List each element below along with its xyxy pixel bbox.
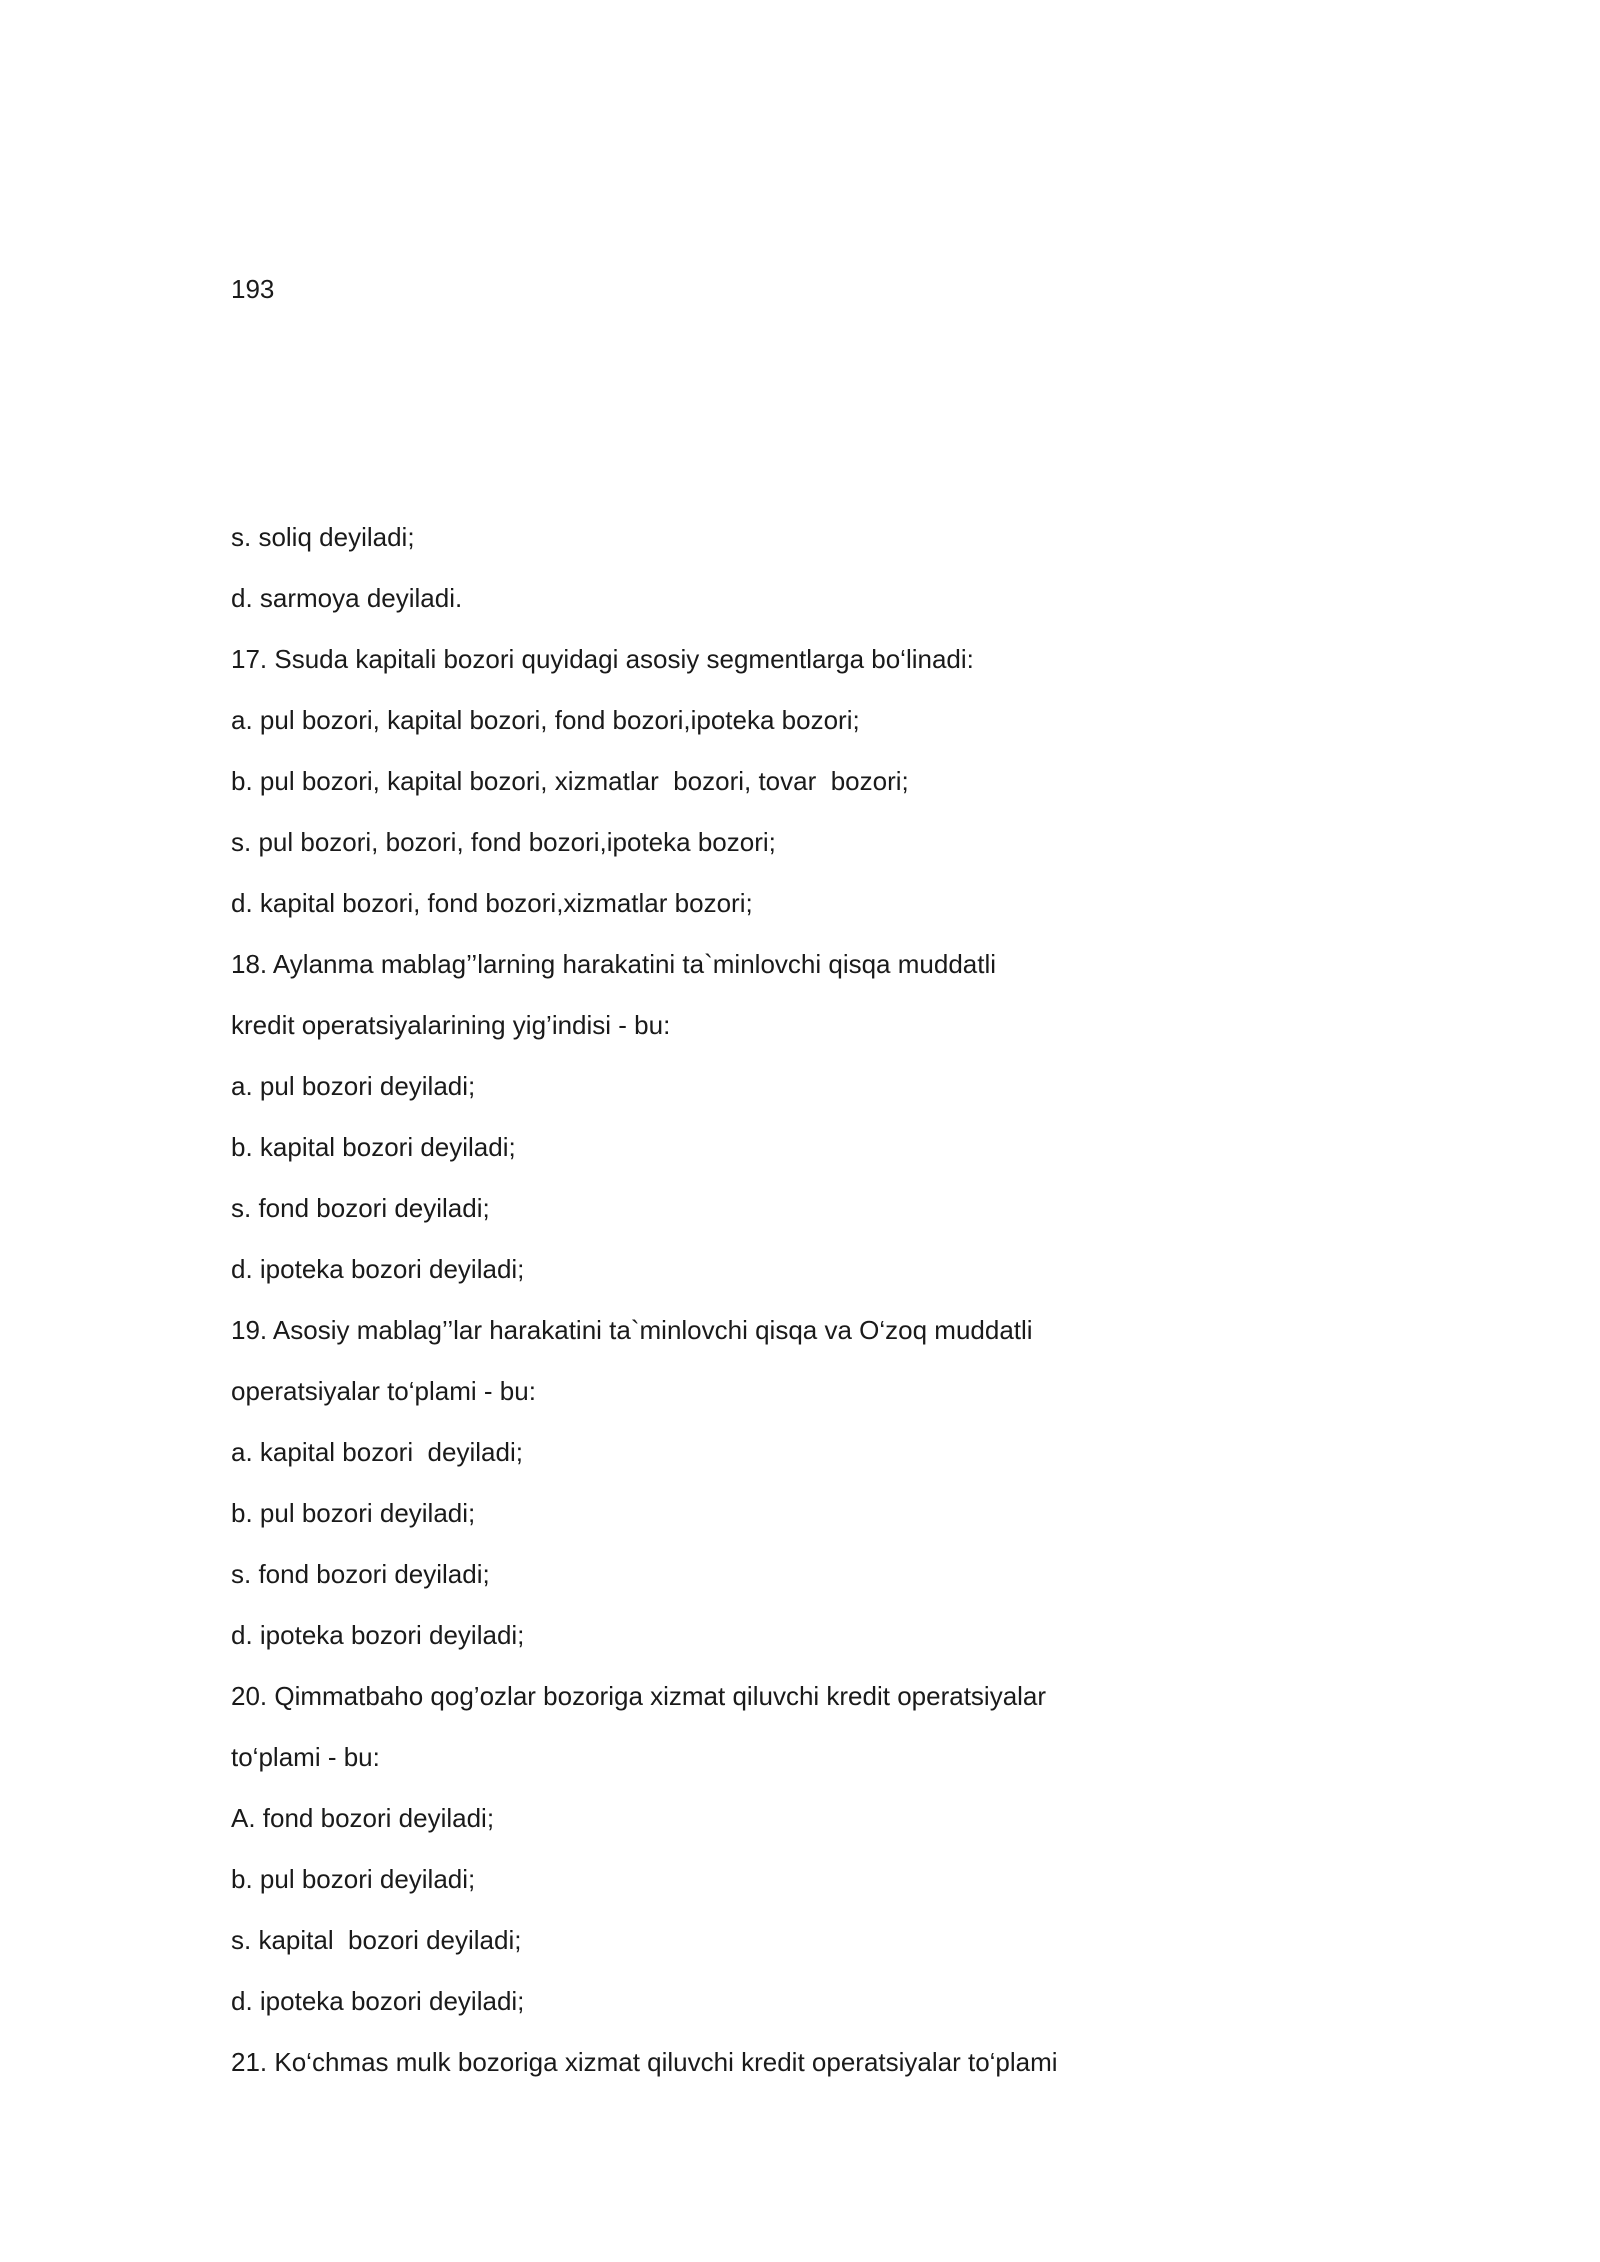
question-19: 19. Asosiy mablag’’lar harakatini ta`minlovchi qisqa va O‘zoq muddatli	[231, 1315, 1033, 1345]
question-20: 20. Qimmatbaho qog’ozlar bozoriga xizmat qiluvchi kredit operatsiyalar	[231, 1681, 1047, 1711]
answer-option: s. pul bozori, bozori, fond bozori,ipoteka bozori;	[231, 827, 776, 857]
answer-option: b. pul bozori deyiladi;	[231, 1864, 476, 1894]
answer-option: s. kapital bozori deyiladi;	[231, 1925, 522, 1955]
answer-option: d. ipoteka bozori deyiladi;	[231, 1620, 525, 1650]
answer-option: s. fond bozori deyiladi;	[231, 1559, 490, 1589]
question-19-continued: operatsiyalar to‘plami - bu:	[231, 1376, 536, 1406]
answer-option: d. ipoteka bozori deyiladi;	[231, 1986, 525, 2016]
answer-option: b. pul bozori deyiladi;	[231, 1498, 476, 1528]
question-20-continued: to‘plami - bu:	[231, 1742, 380, 1772]
text-line: s. soliq deyiladi;	[231, 522, 415, 552]
answer-option: a. pul bozori, kapital bozori, fond bozori,ipoteka bozori;	[231, 705, 860, 735]
question-21: 21. Ko‘chmas mulk bozoriga xizmat qiluvchi kredit operatsiyalar to‘plami	[231, 2047, 1058, 2077]
page-number: 193	[231, 274, 275, 304]
answer-option: a. pul bozori deyiladi;	[231, 1071, 476, 1101]
text-line: d. sarmoya deyiladi.	[231, 583, 463, 613]
answer-option: b. kapital bozori deyiladi;	[231, 1132, 516, 1162]
answer-option: d. kapital bozori, fond bozori,xizmatlar bozori;	[231, 888, 753, 918]
answer-option: s. fond bozori deyiladi;	[231, 1193, 490, 1223]
question-18-continued: kredit operatsiyalarining yig’indisi - bu:	[231, 1010, 671, 1040]
answer-option: b. pul bozori, kapital bozori, xizmatlar bozori, tovar bozori;	[231, 766, 909, 796]
answer-option: a. kapital bozori deyiladi;	[231, 1437, 523, 1467]
answer-option: A. fond bozori deyiladi;	[231, 1803, 495, 1833]
document-body	[231, 520, 1431, 2106]
answer-option: d. ipoteka bozori deyiladi;	[231, 1254, 525, 1284]
question-18: 18. Aylanma mablag’’larning harakatini ta`minlovchi qisqa muddatli	[231, 949, 997, 979]
question-17: 17. Ssuda kapitali bozori quyidagi asosiy segmentlarga bo‘linadi:	[231, 644, 974, 674]
